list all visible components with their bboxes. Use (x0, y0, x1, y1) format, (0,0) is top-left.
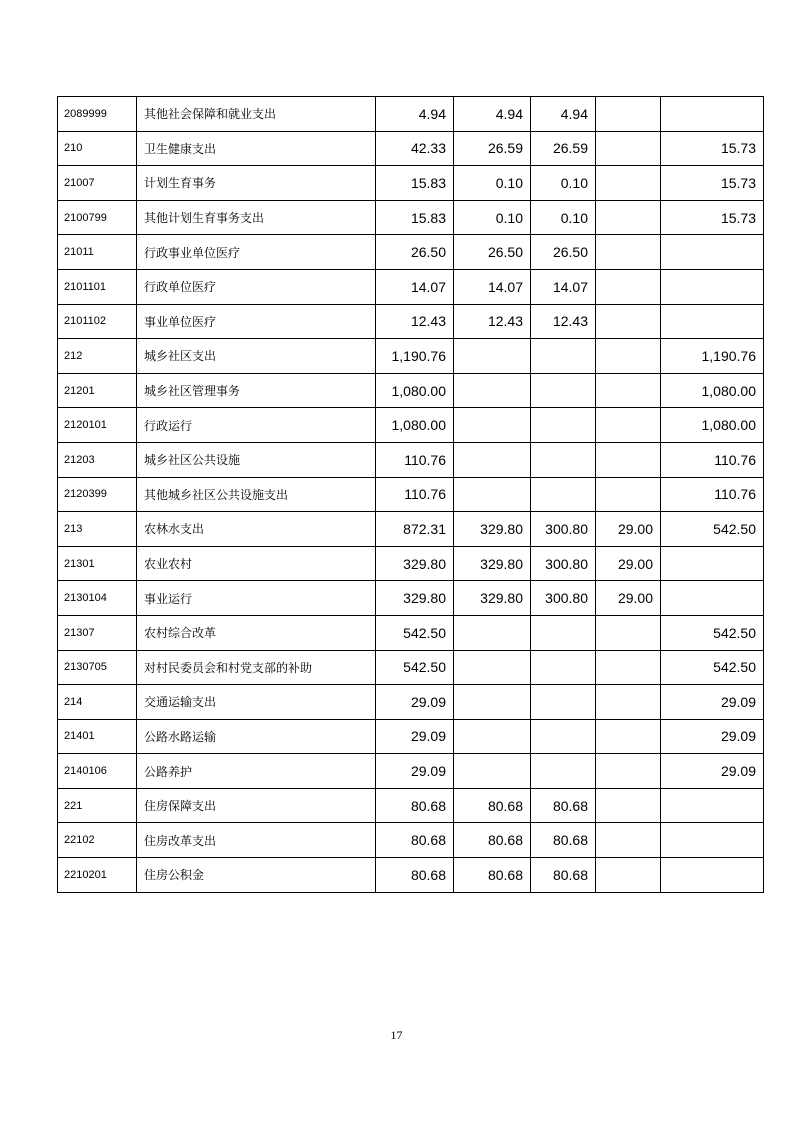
table-row (58, 754, 764, 789)
cell-code: 210 (58, 131, 137, 166)
cell-name: 住房保障支出 (137, 788, 376, 823)
table-row (58, 512, 764, 547)
cell-total: 29.09 (376, 685, 454, 720)
cell-basic-public (596, 200, 661, 235)
cell-basic-total: 329.80 (454, 546, 531, 581)
table-row (58, 858, 764, 893)
cell-project: 110.76 (661, 477, 764, 512)
cell-basic-total (454, 339, 531, 374)
cell-basic-personnel (531, 719, 596, 754)
cell-total: 1,080.00 (376, 373, 454, 408)
cell-basic-total (454, 442, 531, 477)
cell-basic-personnel: 26.59 (531, 131, 596, 166)
cell-code: 2101101 (58, 269, 137, 304)
cell-code: 21007 (58, 166, 137, 201)
cell-total: 15.83 (376, 166, 454, 201)
cell-project: 1,190.76 (661, 339, 764, 374)
table-row (58, 97, 764, 132)
cell-basic-total: 14.07 (454, 269, 531, 304)
cell-basic-personnel: 80.68 (531, 788, 596, 823)
cell-code: 21011 (58, 235, 137, 270)
cell-total: 329.80 (376, 546, 454, 581)
table-row (58, 546, 764, 581)
cell-code: 2130104 (58, 581, 137, 616)
cell-code: 2101102 (58, 304, 137, 339)
cell-basic-personnel (531, 373, 596, 408)
cell-basic-total: 329.80 (454, 581, 531, 616)
cell-basic-public (596, 166, 661, 201)
table-row (58, 615, 764, 650)
cell-project (661, 546, 764, 581)
cell-name: 行政运行 (137, 408, 376, 443)
cell-basic-total: 80.68 (454, 788, 531, 823)
cell-code: 21307 (58, 615, 137, 650)
cell-basic-public (596, 373, 661, 408)
cell-total: 4.94 (376, 97, 454, 132)
cell-basic-total: 80.68 (454, 823, 531, 858)
cell-basic-personnel: 0.10 (531, 200, 596, 235)
cell-basic-public (596, 477, 661, 512)
cell-code: 21401 (58, 719, 137, 754)
cell-project: 15.73 (661, 166, 764, 201)
cell-basic-personnel: 80.68 (531, 823, 596, 858)
cell-name: 行政事业单位医疗 (137, 235, 376, 270)
table-row (58, 373, 764, 408)
cell-basic-total (454, 650, 531, 685)
cell-total: 542.50 (376, 650, 454, 685)
cell-total: 26.50 (376, 235, 454, 270)
cell-basic-total: 329.80 (454, 512, 531, 547)
cell-total: 29.09 (376, 719, 454, 754)
cell-basic-personnel: 14.07 (531, 269, 596, 304)
cell-basic-public (596, 685, 661, 720)
cell-basic-public (596, 97, 661, 132)
cell-basic-public (596, 442, 661, 477)
cell-name: 农村综合改革 (137, 615, 376, 650)
cell-name: 事业运行 (137, 581, 376, 616)
cell-code: 2100799 (58, 200, 137, 235)
cell-basic-total: 4.94 (454, 97, 531, 132)
cell-project: 542.50 (661, 650, 764, 685)
table-row (58, 269, 764, 304)
cell-project (661, 581, 764, 616)
cell-basic-public (596, 650, 661, 685)
cell-basic-personnel (531, 408, 596, 443)
cell-name: 农林水支出 (137, 512, 376, 547)
cell-basic-personnel: 300.80 (531, 512, 596, 547)
cell-name: 城乡社区管理事务 (137, 373, 376, 408)
cell-basic-public: 29.00 (596, 581, 661, 616)
table-row (58, 788, 764, 823)
cell-name: 卫生健康支出 (137, 131, 376, 166)
cell-total: 329.80 (376, 581, 454, 616)
cell-name: 其他计划生育事务支出 (137, 200, 376, 235)
cell-basic-total (454, 477, 531, 512)
cell-project (661, 97, 764, 132)
cell-basic-total (454, 408, 531, 443)
cell-total: 15.83 (376, 200, 454, 235)
cell-name: 公路水路运输 (137, 719, 376, 754)
cell-basic-total (454, 615, 531, 650)
table-row (58, 200, 764, 235)
table-body (58, 97, 764, 893)
cell-project: 29.09 (661, 754, 764, 789)
cell-name: 交通运输支出 (137, 685, 376, 720)
cell-total: 872.31 (376, 512, 454, 547)
cell-basic-total: 0.10 (454, 200, 531, 235)
cell-code: 2120399 (58, 477, 137, 512)
cell-total: 14.07 (376, 269, 454, 304)
table-row (58, 408, 764, 443)
budget-table (57, 96, 764, 893)
cell-basic-public: 29.00 (596, 512, 661, 547)
cell-basic-total: 12.43 (454, 304, 531, 339)
cell-total: 29.09 (376, 754, 454, 789)
cell-project: 29.09 (661, 719, 764, 754)
cell-total: 1,080.00 (376, 408, 454, 443)
cell-total: 110.76 (376, 477, 454, 512)
cell-name: 计划生育事务 (137, 166, 376, 201)
cell-code: 214 (58, 685, 137, 720)
table-row (58, 131, 764, 166)
table-row (58, 477, 764, 512)
cell-basic-public (596, 788, 661, 823)
cell-basic-total: 0.10 (454, 166, 531, 201)
cell-basic-personnel (531, 615, 596, 650)
cell-basic-public (596, 858, 661, 893)
cell-basic-personnel: 4.94 (531, 97, 596, 132)
cell-code: 21201 (58, 373, 137, 408)
cell-basic-personnel: 300.80 (531, 546, 596, 581)
cell-basic-public (596, 719, 661, 754)
cell-basic-public (596, 408, 661, 443)
cell-code: 2210201 (58, 858, 137, 893)
cell-basic-total (454, 719, 531, 754)
cell-code: 2130705 (58, 650, 137, 685)
cell-project: 110.76 (661, 442, 764, 477)
cell-name: 对村民委员会和村党支部的补助 (137, 650, 376, 685)
cell-total: 1,190.76 (376, 339, 454, 374)
cell-basic-personnel (531, 650, 596, 685)
cell-basic-total: 26.50 (454, 235, 531, 270)
cell-code: 2120101 (58, 408, 137, 443)
cell-basic-public (596, 235, 661, 270)
cell-project (661, 235, 764, 270)
cell-basic-personnel: 0.10 (531, 166, 596, 201)
cell-name: 住房公积金 (137, 858, 376, 893)
cell-name: 城乡社区公共设施 (137, 442, 376, 477)
cell-total: 80.68 (376, 788, 454, 823)
cell-code: 22102 (58, 823, 137, 858)
table-row (58, 166, 764, 201)
cell-project: 542.50 (661, 512, 764, 547)
cell-project (661, 304, 764, 339)
cell-code: 2089999 (58, 97, 137, 132)
cell-basic-personnel: 26.50 (531, 235, 596, 270)
page-number: 17 (390, 1028, 403, 1042)
cell-code: 21301 (58, 546, 137, 581)
cell-total: 80.68 (376, 823, 454, 858)
cell-basic-personnel: 12.43 (531, 304, 596, 339)
cell-basic-personnel (531, 754, 596, 789)
cell-total: 12.43 (376, 304, 454, 339)
cell-basic-total: 80.68 (454, 858, 531, 893)
table-row (58, 685, 764, 720)
cell-project (661, 858, 764, 893)
cell-project: 15.73 (661, 131, 764, 166)
cell-basic-personnel: 80.68 (531, 858, 596, 893)
table-row (58, 304, 764, 339)
cell-total: 542.50 (376, 615, 454, 650)
cell-total: 80.68 (376, 858, 454, 893)
cell-name: 行政单位医疗 (137, 269, 376, 304)
cell-basic-personnel (531, 442, 596, 477)
cell-basic-personnel (531, 685, 596, 720)
cell-project: 15.73 (661, 200, 764, 235)
cell-basic-total: 26.59 (454, 131, 531, 166)
cell-project (661, 269, 764, 304)
cell-basic-public (596, 823, 661, 858)
cell-basic-public (596, 615, 661, 650)
cell-project: 542.50 (661, 615, 764, 650)
cell-project (661, 788, 764, 823)
cell-name: 农业农村 (137, 546, 376, 581)
cell-name: 其他城乡社区公共设施支出 (137, 477, 376, 512)
cell-basic-personnel (531, 477, 596, 512)
table-row (58, 442, 764, 477)
cell-basic-public: 29.00 (596, 546, 661, 581)
cell-project: 1,080.00 (661, 373, 764, 408)
cell-name: 公路养护 (137, 754, 376, 789)
cell-name: 事业单位医疗 (137, 304, 376, 339)
table-row (58, 339, 764, 374)
cell-basic-total (454, 373, 531, 408)
cell-name: 其他社会保障和就业支出 (137, 97, 376, 132)
table-row (58, 235, 764, 270)
table-row (58, 823, 764, 858)
cell-code: 2140106 (58, 754, 137, 789)
cell-total: 110.76 (376, 442, 454, 477)
table-row (58, 650, 764, 685)
cell-basic-public (596, 304, 661, 339)
cell-basic-public (596, 339, 661, 374)
cell-basic-public (596, 269, 661, 304)
cell-project: 29.09 (661, 685, 764, 720)
cell-basic-total (454, 685, 531, 720)
cell-code: 212 (58, 339, 137, 374)
cell-total: 42.33 (376, 131, 454, 166)
cell-code: 21203 (58, 442, 137, 477)
cell-name: 住房改革支出 (137, 823, 376, 858)
cell-basic-personnel: 300.80 (531, 581, 596, 616)
table-row (58, 581, 764, 616)
cell-project: 1,080.00 (661, 408, 764, 443)
table-row (58, 719, 764, 754)
cell-code: 213 (58, 512, 137, 547)
cell-basic-public (596, 754, 661, 789)
cell-name: 城乡社区支出 (137, 339, 376, 374)
cell-basic-total (454, 754, 531, 789)
cell-code: 221 (58, 788, 137, 823)
cell-project (661, 823, 764, 858)
cell-basic-personnel (531, 339, 596, 374)
cell-basic-public (596, 131, 661, 166)
